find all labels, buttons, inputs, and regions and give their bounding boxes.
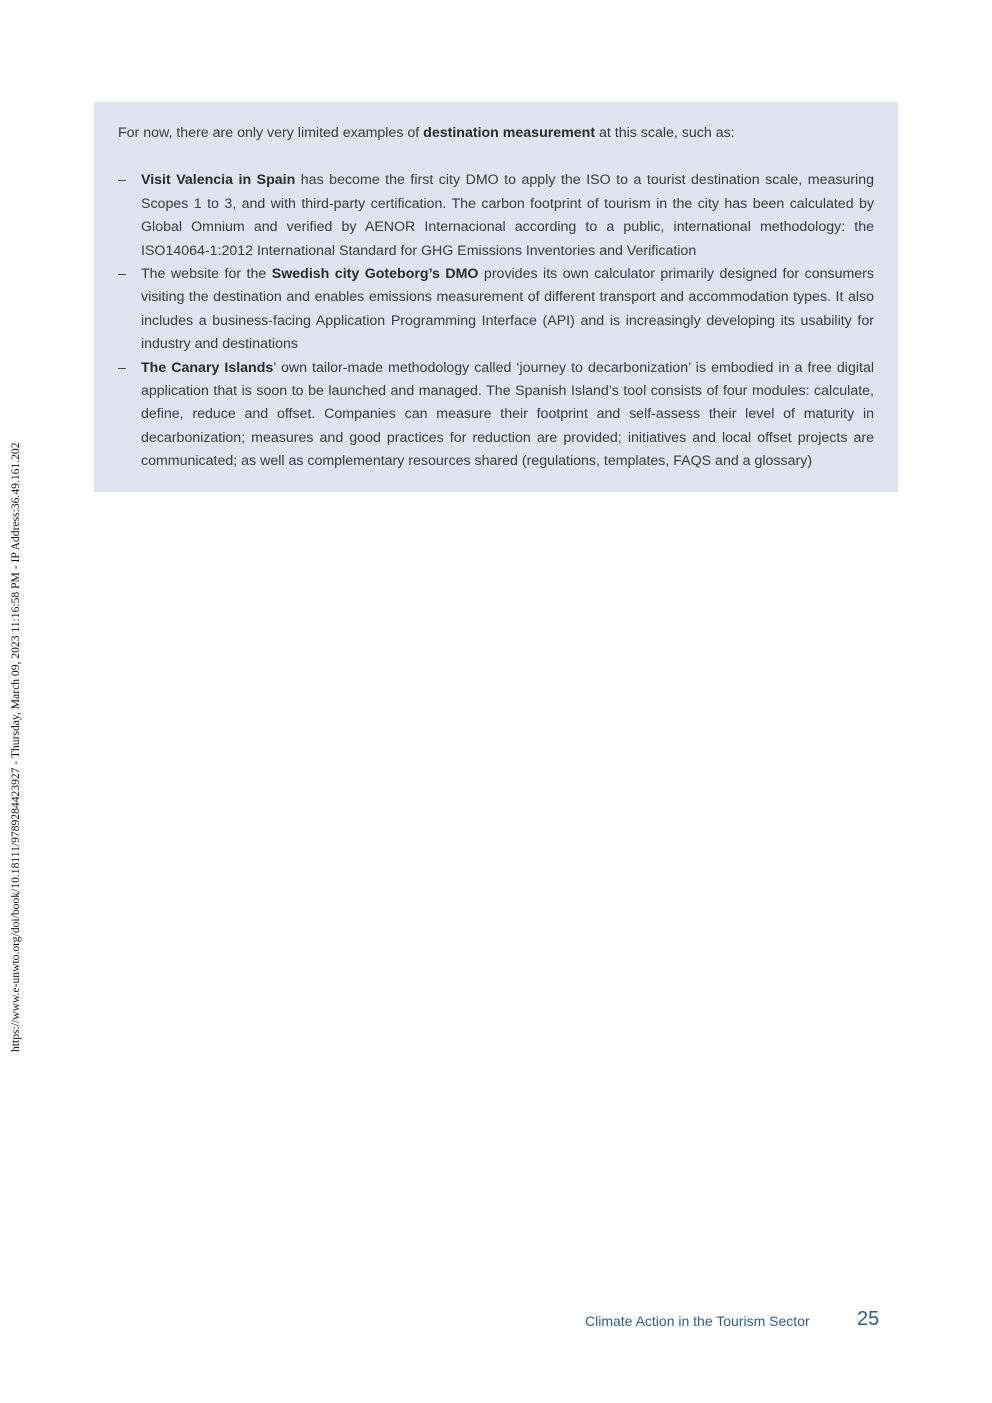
list-item [118, 169, 874, 263]
examples-list [118, 169, 874, 473]
item-bold-term: Swedish city Goteborg’s DMO [271, 266, 479, 283]
dash-bullet: – [118, 359, 126, 376]
intro-text-before: For now, there are only very limited examples of [118, 125, 424, 141]
download-watermark-stamp: https://www.e-unwto.org/doi/book/10.18111/9789284423927 - Thursday, March 09, 2023 11:16:58 PM - IP Address:36.49.161.202 [9, 442, 22, 1052]
intro-bold-term: destination measurement [423, 125, 596, 141]
intro-paragraph [118, 122, 874, 145]
item-text-after: ’ own tailor-made methodology called ‘journey to decarbonization’ is embodied in a free digital application that is soon to be launched and managed. The Spanish Island’s tool consists of four modules: calculate, define, reduce and offset. Companies can measure their footprint and self-assess their level of maturity in decarbonization; measures and good practices for reduction are provided; initiatives and local offset projects are communicated; as well as complementary resources shared (regulations, templates, FAQS and a glossary) [141, 359, 874, 470]
page-number: 25 [857, 1308, 880, 1330]
dash-bullet: – [118, 266, 126, 283]
item-text-after: has become the first city DMO to apply the ISO to a tourist destination scale, measuring Scopes 1 to 3, and with third-party certification. The carbon footprint of tourism in the city has been calculated by Global Omnium and verified by AENOR Internacional according to a public, international methodology: the ISO14064-1:2012 International Standard for GHG Emissions Inventories and Verification [141, 172, 874, 259]
item-text-after: provides its own calculator primarily designed for consumers visiting the destination and enables emissions measurement of different transport and accommodation types. It also includes a business-facing Application Programming Interface (API) and is increasingly developing its usability for industry and destinations [141, 266, 874, 353]
item-bold-term: Visit Valencia in Spain [141, 172, 296, 189]
list-item [118, 357, 874, 474]
item-bold-term: The Canary Islands [141, 359, 274, 376]
item-text-before: The website for the [141, 266, 272, 283]
dash-bullet: – [118, 172, 126, 189]
intro-text-after: at this scale, such as: [595, 125, 735, 141]
highlight-box [94, 102, 898, 492]
list-item [118, 263, 874, 357]
footer-publication-title: Climate Action in the Tourism Sector [585, 1313, 810, 1329]
